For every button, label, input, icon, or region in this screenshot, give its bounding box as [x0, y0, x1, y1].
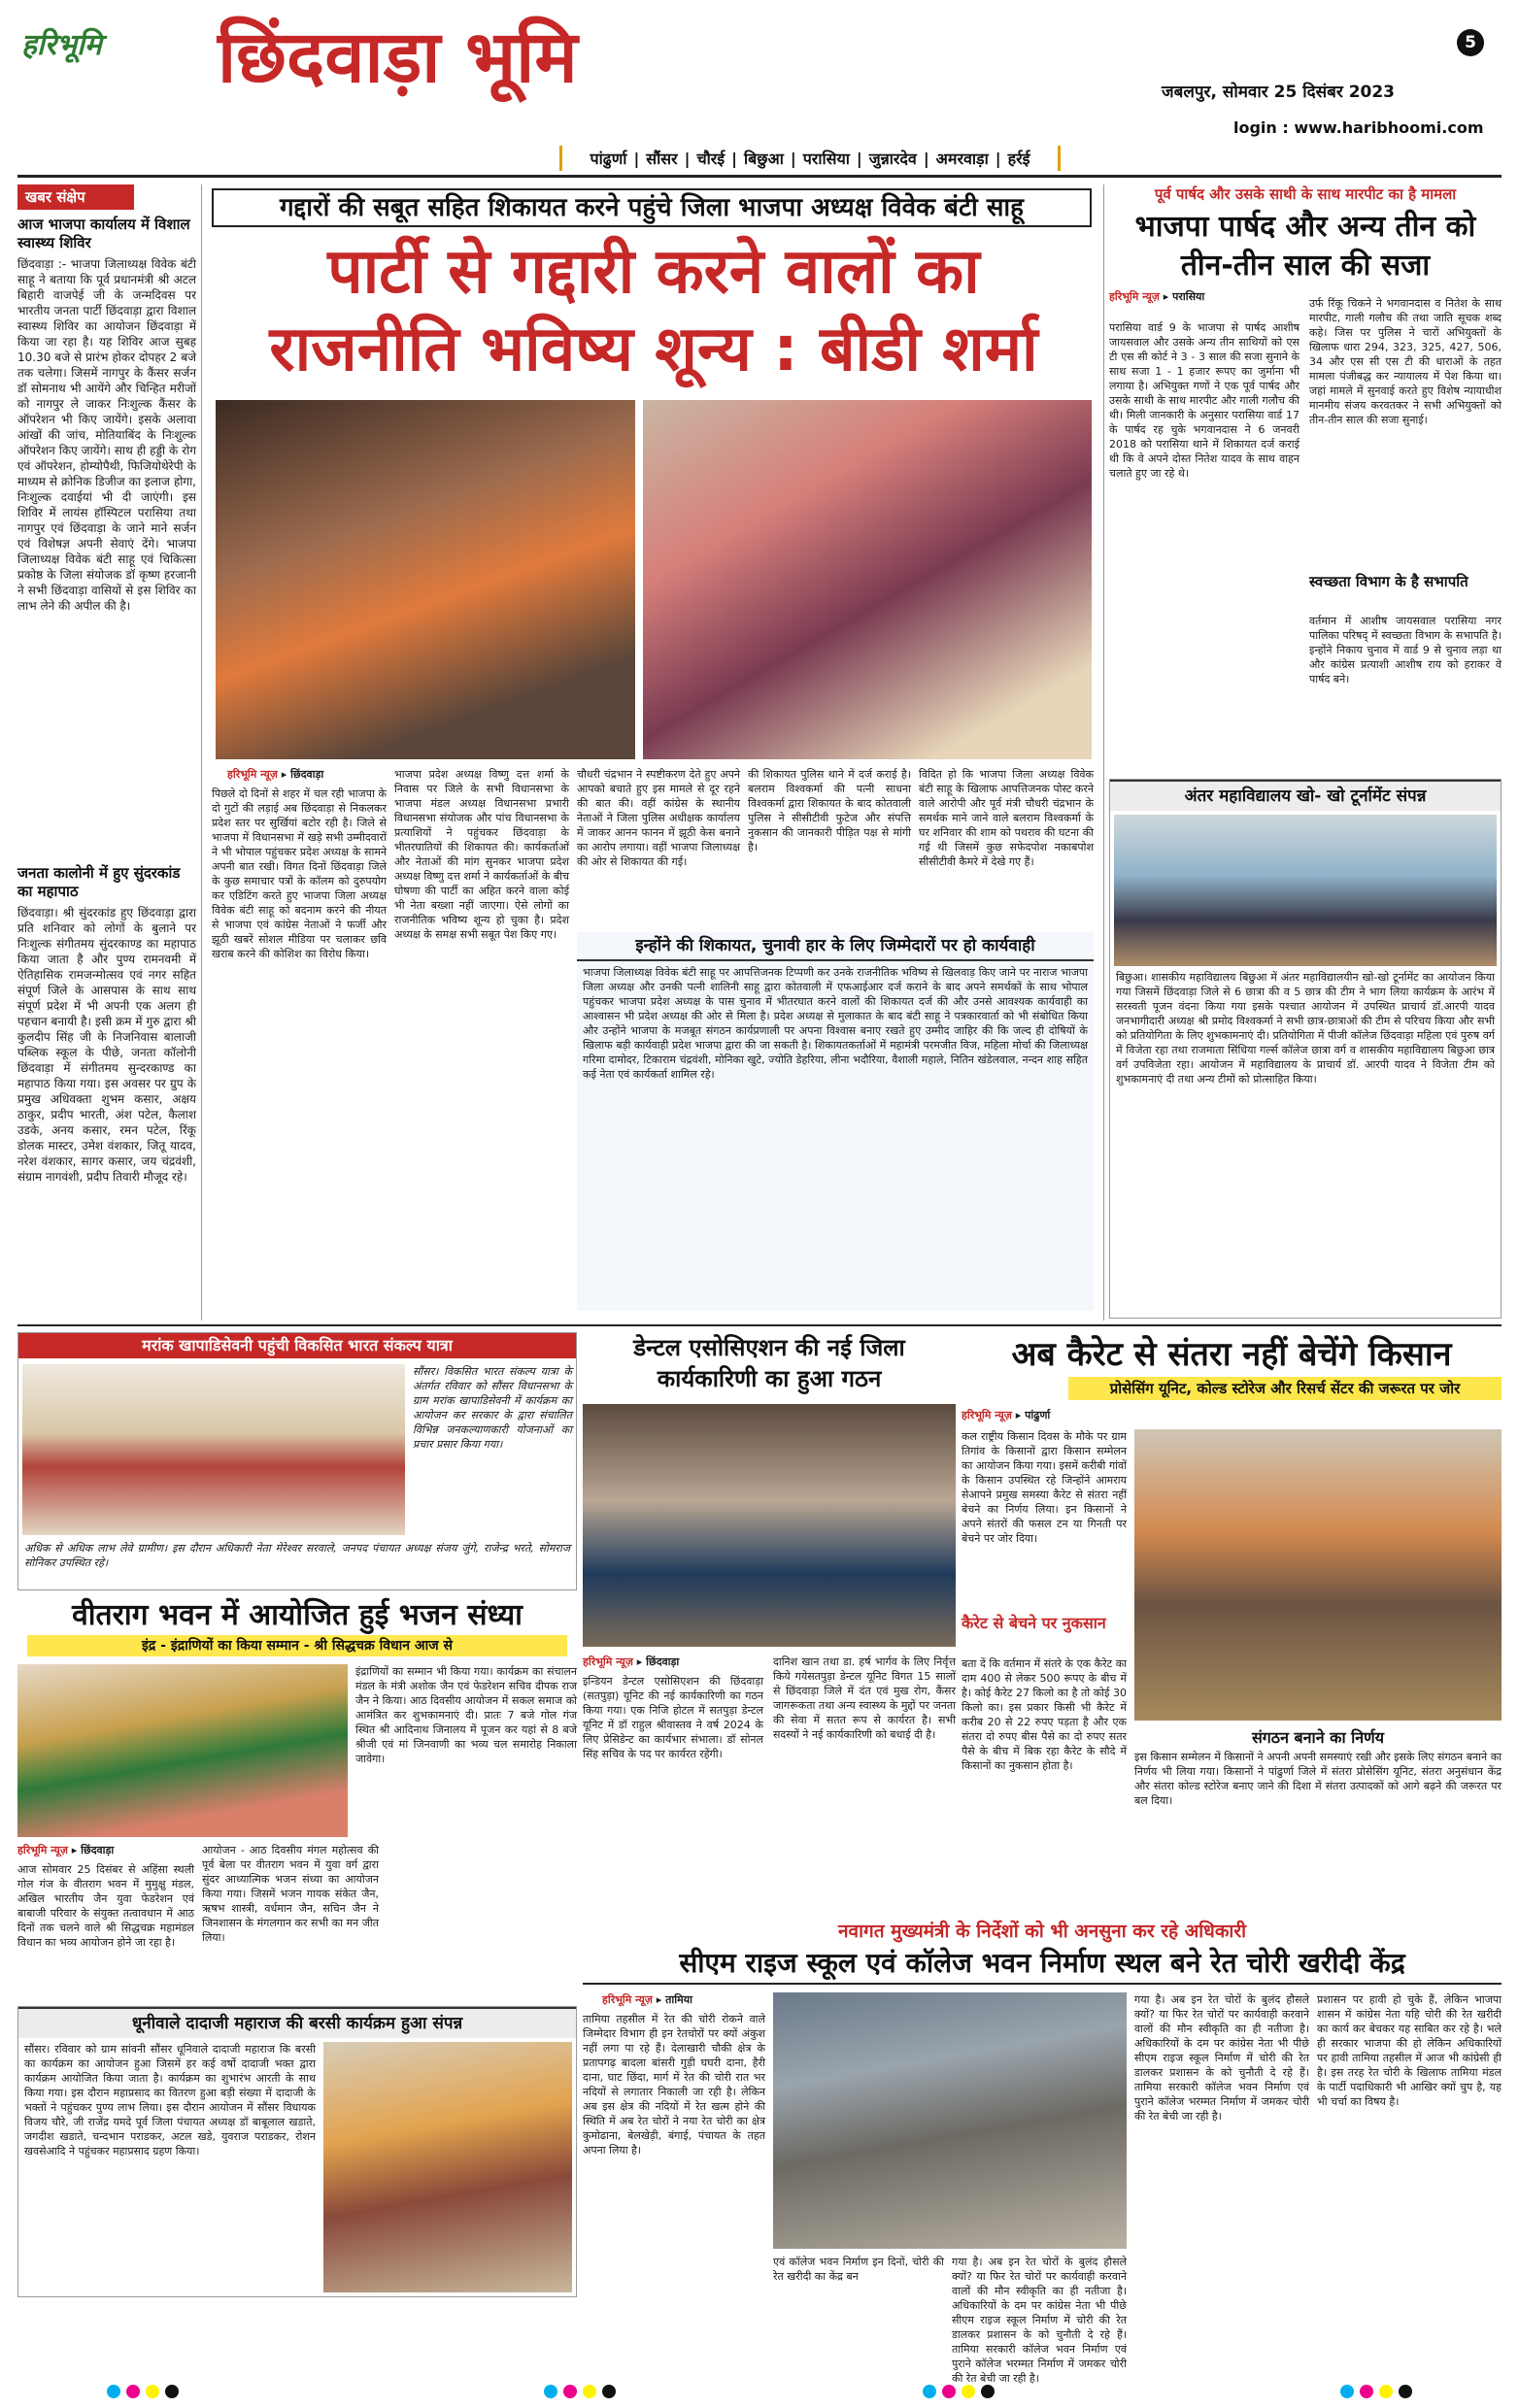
- lead-subheadline: इन्होंने की शिकायत, चुनावी हार के लिए जिम्मेदारों पर हो कार्यवाही: [577, 932, 1094, 961]
- dadaji-body: सौंसर। रविवार को ग्राम सांवनी सौंसर धूनिवाले दादाजी महाराज कि बरसी का कार्यक्रम का आयोजन हुआ जिसमें हर कई वर्षो दादाजी भक्त द्वारा कार्यक्रम आयोजित किया जाता है। कार्यक्रम का शुभारंभ आरती के साथ किया गया। इस दौरान महाप्रसाद का वितरण हुआ बड़ी संख्या में दादाजी के भक्तों ने पहुंचकर पुण्य लाभ लिया। इस दौरान आयोजन में सौंसर विधायक विजय चौरे, जी राजेंद्र यमदे पूर्व जिला पंचायत अध्यक्ष डॉ बाबूलाल खडाते, जगदीश खडाते, चन्दभान पराडकर, अटल खडे, युवराज पराडकर, रोशन खवसेआदि ने पहुंचकर महाप्रसाद ग्रहण किया।: [24, 2043, 316, 2157]
- byline-place: पांढुर्णा: [1025, 1409, 1051, 1421]
- sand-byline: हरिभूमि न्यूज़ ▸ तामिया: [602, 1993, 692, 2006]
- page-number: 5: [1457, 29, 1484, 56]
- lead-photo-felicitation: [643, 400, 1092, 759]
- bhajan-photo: [17, 1664, 348, 1837]
- sentence-col-1: परासिया वार्ड 9 के भाजपा से पार्षद आशीष जायसवाल और उसके अन्य तीन साथियों को एस टी एस सी कोर्ट ने 3 - 3 साल की सजा सुनाने के साथ सजा 1 - 1 हजार रूपए का जुर्माना भी लगाया है। अभियुक्त गणों ने एक पूर्व पार्षद और उसके साथी के साथ मारपीट और गाली गलौच की थी। मिली जानकारी के अनुसार परासिया वार्ड 17 के पार्षद रह चुके भगवानदास ने 6 जनवरी 2018 को परासिया थाने में शिकायत दर्ज कराई थी कि वे अपने दोस्त नितेश यादव के साथ वाहन चलाते हुए जा रहे थे।: [1109, 321, 1300, 480]
- lead-sub-body: भाजपा जिलाध्यक्ष विवेक बंटी साहू पर आपत्तिजनक टिप्पणी कर उनके राजनीतिक भविष्य से खिलवाड़ किए जाने पर नाराज भाजपा जिला अध्यक्ष और उनकी पत्नी शालिनी साहू द्वारा कोतवाली में एफआईआर दर्ज कराने के बाद अपने समर्थकों के साथ भोपाल पहुंचकर भाजपा प्रदेश अध्यक्ष के पास चुनाव में भीतरघात करने वालों की शिकायत दर्ज की और उनसे आवश्यक कार्यवाही का आश्वासन भी प्रदेश अध्यक्ष की ओर से मिला है। प्रदेश अध्यक्ष से मुलाकात के बाद बंटी साहू ने पत्रकारवार्ता को भी संबोधित किया और उन्होंने भाजपा के मजबूत संगठन कार्यप्रणाली पर अपना विश्वास बनाए रखते हुए उम्मीद जाहिर की कि जल्द ही दोषियों के खिलाफ बड़ी कार्यवाही प्रदेश भाजपा द्वारा की जा सकती है। शिकायतकर्ताओं में महामंत्री परमजीत विज, महिला मोर्चा की जिलाध्यक्ष गरिमा दामोदर, टिकाराम चंद्रवंशी, मोनिका खुटे, ज्योति डेहरिया, लीना भदौरिया, वैशाली महाले, नितिन खंडेलवाल, नन्दन शाह सहित कई नेता एवं कार्यकर्ता शामिल रहे।: [583, 966, 1088, 1081]
- sankalp-headline: मरांक खापाडिसेवनी पहुंची विकसित भारत संकल्प यात्रा: [18, 1333, 576, 1358]
- town-label: चौरई: [696, 150, 726, 168]
- bhajan-story: [17, 1596, 577, 2000]
- sentence-story: [1109, 184, 1502, 767]
- kho-kho-story: [1109, 779, 1502, 1319]
- kho-kho-headline: अंतर महाविद्यालय खो- खो टूर्नामेंट संपन्न: [1110, 780, 1501, 811]
- kisan-col-1: कल राष्ट्रीय किसान दिवस के मौके पर ग्राम तिगांव के किसानों द्वारा किसान सम्मेलन का आयोजन किया गया। इसमें करीबी गांवों के किसान उपस्थित रहे जिन्होंने आमराय सेआपने प्रमुख समस्या कैरेट से संतरा नहीं बेचने का निर्णय लिया। इन किसानों ने अपने संतरों की फसल टन या गिनती पर बेचने पर जोर दिया।: [962, 1430, 1127, 1545]
- registration-dot-yellow: [583, 2385, 596, 2398]
- kho-kho-photo: [1114, 815, 1497, 966]
- town-label: सौंसर: [646, 150, 678, 168]
- dental-photo: [583, 1404, 956, 1647]
- sankalp-photo: [22, 1364, 405, 1535]
- kisan-sub-body: बता दें कि वर्तमान में संतरे के एक कैरेट का दाम 400 से लेकर 500 रूपए के बीच में है। कोई कैरेट 27 किलो का है तो कोई 30 किलो का। इस प्रकार किसी भी कैरेट में करीब 20 से 22 रुपए पड़ता है और एक संतरा दो रुपए बीस पैसे का दो रुपए सतर पैसे के बीच में बिक रहा कैरेट के सौदे में किसानों का नुकसान होता है।: [962, 1657, 1127, 1772]
- town-strip: पांढुर्णा | सौंसर | चौरई | बिछुआ | परासिया | जुन्नारदेव | अमरवाड़ा | हर्रई: [559, 146, 1061, 171]
- byline-source: हरिभूमि न्यूज़: [962, 1409, 1012, 1421]
- sentence-sub-body: वर्तमान में आशीष जायसवाल परासिया नगर पालिका परिषद् में स्वच्छता विभाग के सभापति है। इन्होंने निकाय चुनाव में वार्ड 9 से चुनाव लड़ा था और कांग्रेस प्रत्याशी आशीष राय को हराकर वे पार्षद बने।: [1309, 615, 1502, 686]
- lead-col-1: पिछले दो दिनों से शहर में चल रही भाजपा के दो गुटों की लड़ाई अब छिंदवाड़ा से निकलकर प्रदेश स्तर पर सुर्खियां बटोर रही है। जिले से भाजपा में विधानसभा में खड़े सभी उम्मीदवारों ने भी भोपाल पहुंचकर प्रदेश अध्यक्ष के सामने अपनी बात रखी। विगत दिनों छिंदवाड़ा जिले के कुछ समाचार पत्रों के कॉलम को दुरुपयोग कर एडिटिंग करते हुए भाजपा जिला अध्यक्ष विवेक बंटी साहू को बदनाम करने की नीयत से भाजपा एवं कांग्रेस नेताओं ने फर्जी और झूठी खबरें सोशल मीडिया पर चलाकर छवि खराब करने की कोशिश का विरोध किया।: [212, 787, 387, 960]
- lead-photo-crowd: [216, 400, 635, 759]
- sentence-subheadline: स्वच्छता विभाग के है सभापति: [1309, 573, 1468, 590]
- lead-col-3: चौधरी चंद्रभान ने स्पष्टीकरण देते हुए अपने आपको बचाते हुए इस मामले से दूर रहने की बात की। वहीं कांग्रेस के स्थानीय नेताओं ने जिला पुलिस अधीक्षक कार्यालय में जाकर आनन फानन में झूठी केस बनाने का आरोप लगाया। वहीं भाजपा जिलाध्यक्ष की ओर से शिकायत की गई।: [577, 768, 740, 868]
- column-divider: [201, 184, 202, 1321]
- bhajan-col-1: आज सोमवार 25 दिसंबर से अहिंसा स्थली गोल गंज के वीतराग भवन में मुमुक्षु मंडल, अखिल भारतीय जैन युवा फेडरेशन एवं बाबाजी परिवार के संयुक्त तत्वावधान में आठ दिनों तक चलने वाले श्री सिद्धचक्र महामंडल विधान का भव्य आयोजन होने जा रहा है।: [17, 1863, 194, 1949]
- column-divider: [1103, 184, 1104, 1321]
- sand-col-1: तामिया तहसील में रेत की चोरी रोकने वाले जिम्मेदार विभाग ही इन रेतचोरों पर क्यों अंकुश नहीं लगा पा रहे हैं। देलाखारी चौकी क्षेत्र के प्रतापगढ़ बादला बांसरी गुड़ी घघरी दाना, हैरी दाना, घाट छिंदा, मार्ग में रेत की चोरी रात भर नदियों से लगातार निकाली जा रही है। लेकिन अब इस क्षेत्र की नदियों में रेत खत्म होने की स्थिति में अब रेत चोरों ने नया रेत चोरी का क्षेत्र कुमोढाना, बेलखेड़ी, बंगाई, पंचायत के तहत अपना लिया है।: [583, 2013, 765, 2157]
- dadaji-headline: धूनीवाले दादाजी महाराज की बरसी कार्यक्रम हुआ संपन्न: [18, 2007, 576, 2038]
- byline-place: तामिया: [665, 1993, 692, 2006]
- lead-subsection: [577, 932, 1094, 1311]
- sand-photo: [773, 1992, 1127, 2249]
- news-brief-column: [17, 184, 196, 1321]
- byline-source: हरिभूमि न्यूज़: [1109, 290, 1160, 303]
- kisan-subheadline: कैरेट से बेचने पर नुकसान: [962, 1614, 1106, 1632]
- section-rule: [17, 1324, 1502, 1326]
- sankalp-caption: अधिक से अधिक लाभ लेवे ग्रामीण। इस दौरान अधिकारी नेता मेरेश्वर सरवाले, जनपद पंचायत अध्यक्ष संजय जुंगे, राजेन्द्र भरते, सोमराज सोनिकर उपस्थित रहे।: [24, 1542, 570, 1569]
- brief-tag: खबर संक्षेप: [17, 184, 134, 210]
- byline-source: हरिभूमि न्यूज़: [602, 1993, 653, 2006]
- lead-story: [208, 184, 1099, 1321]
- registration-dot-yellow: [962, 2385, 975, 2398]
- registration-dot-black: [602, 2385, 616, 2398]
- bhajan-deck: इंद्र - इंद्राणियों का किया सम्मान - श्री सिद्धचक्र विधान आज से: [27, 1635, 567, 1656]
- registration-dot-magenta: [126, 2385, 140, 2398]
- kisan-caption-head: संगठन बनाने का निर्णय: [1251, 1728, 1385, 1747]
- website-link[interactable]: login : www.haribhoomi.com: [1233, 118, 1484, 137]
- lead-kicker: गद्दारों की सबूत सहित शिकायत करने पहुंचे जिला भाजपा अध्यक्ष विवेक बंटी साहू: [212, 188, 1092, 227]
- bhajan-headline: वीतराग भवन में आयोजित हुई भजन संध्या: [72, 1598, 523, 1632]
- town-label: परासिया: [802, 150, 850, 168]
- lead-headline-2: राजनीति भविष्य शून्य : बीडी शर्मा: [269, 314, 1038, 385]
- sand-col-2: गया है। अब इन रेत चोरों के बुलंद हौसले क्यों? या फिर रेत चोरों पर कार्यवाही करवाने वालों की मौन स्वीकृति का ही नतीजा है। अधिकारियों के दम पर कांग्रेस नेता भी पीछे सीएम राइज स्कूल निर्माण में चोरी की रेत डालकर प्रशासन के को चुनौती दे रहे हैं। तामिया सरकारी कॉलेज भवन निर्माण एवं पुराने कॉलेज भरम्मत निर्माण में जमकर चोरी की रेत बेची जा रही है।: [952, 2256, 1127, 2385]
- color-registration-bar: [0, 2377, 1519, 2406]
- lead-col-4: की शिकायत पुलिस थाने में दर्ज कराई है। बलराम विश्वकर्मा की पत्नी साधना विश्वकर्मा द्वारा शिकायत के बाद कोतवाली पुलिस ने सीसीटीवी फुटेज और संपत्ति नुकसान की जानकारी पीड़ित पक्ष से मांगी है।: [748, 768, 911, 853]
- brief-headline-1: आज भाजपा कार्यालय में विशाल स्वास्थ्य शिविर: [17, 216, 190, 251]
- sand-photo-caption: एवं कॉलेज भवन निर्माण इन दिनों, चोरी की रेत खरीदी का केंद्र बन: [773, 2256, 944, 2283]
- lead-byline: हरिभूमि न्यूज़ ▸ छिंदवाड़ा: [227, 768, 324, 781]
- sankalp-side-text: सौंसर। विकसित भारत संकल्प यात्रा के अंतर्गत रविवार को सौंसर विधानसभा के ग्राम मरांक खापाडिसेवनी में कार्यक्रम का आयोजन कर सरकार के द्वारा संचालित विभिन्न जनकल्याणकारी योजनाओं का प्रचार प्रसार किया गया।: [413, 1365, 572, 1451]
- lead-col-2: भाजपा प्रदेश अध्यक्ष विष्णु दत्त शर्मा के निवास पर जिले के सभी विधानसभा के भाजपा मंडल अध्यक्ष विधानसभा प्रभारी विधानसभा संयोजक और पांच विधानसभा के प्रत्याशियों ने पहुंचकर छिंदवाड़ा के भीतरघातियों की शिकायत की। कार्यकर्ताओं और नेताओं की मांग सुनकर भाजपा प्रदेश अध्यक्ष विष्णु दत्त शर्मा ने कार्यकर्ताओं के बीच घोषणा की पार्टी का अहित करने वाला कोई भी नेता बख्शा नहीं जाएगा। ऐसे लोगों का राजनीतिक भविष्य शून्य हो चुका है। प्रदेश अध्यक्ष के समक्ष सभी सबूत पेश किए गए।: [394, 768, 569, 941]
- sand-col-3: प्रशासन पर हावी हो चुके हैं, लेकिन भाजपा शासन में कांग्रेस नेता यहि चोरी की रेत खरीदी का कार्य कर बेचकर यह साबित कर रहे है। भले ही सरकार भाजपा की हो लेकिन अधिकारियों पर हावी तामिया तहसील में आज भी कांग्रेसी ही है। इस तरह रेत चोरी के खिलाफ तामिया मंडल के पार्टी पदाधिकारी भी आखिर क्यों चुप है, यह भी चर्चा का विषय है।: [1317, 1993, 1502, 2108]
- lead-col-5: विदित हो कि भाजपा जिला अध्यक्ष विवेक बंटी साहू के खिलाफ आपत्तिजनक पोस्ट करने वाले आरोपी और पूर्व मंत्री चौधरी चंद्रभान के समर्थक माने जाने वाले बलराम विश्वकर्मा के घर शनिवार की शाम को पथराव की घटना की गई थी जिसमें कुछ सफेदपोश नकाबपोश सीसीटीवी कैमरे में देखे गए हैं।: [919, 768, 1094, 868]
- dadaji-photo: [323, 2042, 572, 2292]
- byline-place: परासिया: [1172, 290, 1205, 303]
- byline-source: हरिभूमि न्यूज़: [583, 1656, 633, 1668]
- sand-theft-story: [583, 1919, 1502, 2385]
- sentence-byline: हरिभूमि न्यूज़ ▸ परासिया: [1109, 290, 1205, 303]
- dental-headline: डेन्टल एसोसिएशन की नई जिला कार्यकारिणी का हुआ गठन: [633, 1334, 905, 1392]
- registration-dot-yellow: [1379, 2385, 1393, 2398]
- kisan-photo: [1134, 1429, 1502, 1721]
- byline-place: छिंदवाड़ा: [81, 1844, 115, 1856]
- kisan-story: [962, 1332, 1502, 1915]
- masthead-rule: [17, 175, 1502, 178]
- kisan-byline: हरिभूमि न्यूज़ ▸ पांढुर्णा: [962, 1409, 1051, 1421]
- registration-dot-black: [981, 2385, 995, 2398]
- sand-headline: सीएम राइज स्कूल एवं कॉलेज भवन निर्माण स्थल बने रेत चोरी खरीदी केंद्र: [583, 1944, 1502, 1985]
- sentence-headline: भाजपा पार्षद और अन्य तीन को तीन-तीन साल की सजा: [1134, 210, 1476, 283]
- bhajan-col-3: इंद्राणियों का सम्मान भी किया गया। कार्यक्रम का संचालन मंडल के मंत्री अशोक जैन एवं फेडरेशन सचिव दीपक राज जैन ने किया। आठ दिवसीय आयोजन में सकल समाज को आमंत्रित कर शुभकामनाएं दी। प्रातः 7 बजे गोल गंज स्थित श्री आदिनाथ जिनालय में पूजन कर यहां से 8 बजे श्रीजी एवं मां जिनवाणी का भव्य चल समारोह निकाला जावेगा।: [355, 1665, 577, 1765]
- sentence-kicker: पूर्व पार्षद और उसके साथी के साथ मारपीट का है मामला: [1154, 185, 1457, 203]
- registration-dot-cyan: [544, 2385, 557, 2398]
- byline-source: हरिभूमि न्यूज़: [17, 1844, 68, 1856]
- registration-dot-black: [1399, 2385, 1412, 2398]
- lead-headline-1: पार्टी से गद्दारी करने वालों का: [327, 236, 980, 308]
- town-label: पांढुर्णा: [590, 150, 627, 168]
- registration-dot-yellow: [146, 2385, 159, 2398]
- town-label: जुन्नारदेव: [868, 150, 917, 168]
- registration-dot-cyan: [1340, 2385, 1354, 2398]
- registration-dot-magenta: [942, 2385, 956, 2398]
- town-label: बिछुआ: [744, 150, 784, 168]
- byline-place: छिंदवाड़ा: [290, 768, 324, 781]
- sand-kicker: नवागत मुख्यमंत्री के निर्देशों को भी अनसुना कर रहे अधिकारी: [837, 1921, 1247, 1942]
- sankalp-story: [17, 1332, 577, 1590]
- dateline: जबलपुर, सोमवार 25 दिसंबर 2023: [1162, 83, 1396, 102]
- bhajan-col-2: आयोजन - आठ दिवसीय मंगल महोत्सव की पूर्व बेला पर वीतराग भवन में युवा वर्ग द्वारा सुंदर आध्यात्मिक भजन संध्या का आयोजन किया गया। जिसमें भजन गायक संकेत जैन, ऋषभ शास्त्री, वर्धमान जैन, सचिन जैन ने जिनशासन के मंगलगान कर सभी का मन जीत लिया।: [202, 1844, 379, 1944]
- dental-col-1: इन्डियन डेन्टल एसोसिएशन की छिंदवाड़ा (सतपुड़ा) यूनिट की नई कार्यकारिणी का गठन किया गया। एक निजि होटल में सतपुड़ा डेन्टल यूनिट में डॉ राहुल श्रीवास्तव ने वर्ष 2024 के लिए प्रेसिडेन्ट का कार्यभार संभाला। डॉ सोनल सिंह सचिव के पद पर कार्यरत रहेंगी।: [583, 1675, 763, 1760]
- registration-dot-magenta: [1360, 2385, 1373, 2398]
- bhajan-byline: हरिभूमि न्यूज़ ▸ छिंदवाड़ा: [17, 1844, 115, 1856]
- kisan-caption-body: इस किसान सम्मेलन में किसानों ने अपनी अपनी समस्याएं रखी और इसके लिए संगठन बनाने का निर्णय भी लिया गया। किसानों ने पांढुर्णा जिले में संतरा प्रोसेसिंग यूनिट, संतरा अनुसंधान केंद्र और संतरा कोल्ड स्टोरेज बनाए जाने की दिशा में संतरा उत्पादकों को आगे बढ़ने की जरूरत पर बल दिया।: [1134, 1751, 1502, 1807]
- kisan-headline: अब कैरेट से संतरा नहीं बेचेंगे किसान: [1011, 1335, 1452, 1374]
- byline-source: हरिभूमि न्यूज़: [227, 768, 278, 781]
- dadaji-story: [17, 2006, 577, 2297]
- town-label: हर्रई: [1007, 150, 1030, 168]
- brief-body-1: छिंदवाड़ा :- भाजपा जिलाध्यक्ष विवेक बंटी साहू ने बताया कि पूर्व प्रधानमंत्री श्री अटल बिहारी वाजपेई जी के जन्मदिवस पर भारतीय जनता पार्टी छिंदवाड़ा द्वारा विशाल स्वास्थ्य शिविर का आयोजन छिंदवाड़ा में किया जा रहा है। यह शिविर आज सुबह 10.30 बजे से प्रारंभ होकर दोपहर 2 बजे तक चलेगा। जिसमें नागपुर के कैंसर सर्जन डॉ सोमनाथ भी आयेंगे और चिन्हित मरीजों को नागपुर ले जाकर निःशुल्क कैंसर के ऑपरेशन भी किए जायेंगे। इसके अलावा आंखों की जांच, मोतियाबिंद के निःशुल्क ऑपरेशन किए जायेंगे। साथ ही हड्डी के रोग एवं ऑपरेशन, होम्योपैथी, फिजियोथेरेपी के माध्यम से क्रोनिक डिजीज का इलाज होगा, निःशुल्क दवाईयां भी दी जाएंगी। इस शिविर में लायंस हॉस्पिटल परासिया तथा नागपुर एवं छिंदवाड़ा के जाने माने सर्जन एवं विशेषज्ञ अपनी सेवाएं देंगे। भाजपा जिलाध्यक्ष विवेक बंटी साहू एवं चिकित्सा प्रकोष्ठ के जिला संयोजक डॉ कृष्ण हरजानी ने सभी छिंदवाड़ा वासियों से इस शिविर का लाभ लेने की अपील की है।: [17, 257, 196, 613]
- masthead: [0, 0, 1519, 144]
- page-title: छिंदवाड़ा भूमि: [218, 16, 578, 99]
- brief-body-2: छिंदवाड़ा। श्री सुंदरकांड हुए छिंदवाड़ा द्वारा प्रति शनिवार को लोगों के बुलाने पर निःशुल्क संगीतमय सुंदरकाण्ड का महापाठ किया जाता है और पुण्य रामनवमी में ऐतिहासिक रामजन्मोत्सव एवं नगर सहित संपूर्ण जिले के आसपास के साथ साथ संपूर्ण प्रदेश में भी अपनी एक अलग ही पहचान बनायी है। इसी क्रम में गुरु द्वारा श्री कुलदीप सिंह जी के निजनिवास बालाजी पब्लिक स्कूल के पीछे, जनता कॉलोनी छिंदवाड़ा में संगीतमय सुन्दरकाण्ड का महापाठ किया गया। इस अवसर पर ग्रुप के प्रमुख अधिवक्ता शुभम कसार, अक्षय ठाकुर, प्रदीप भारती, अंश पटेल, कैलाश उडके, अनय कसार, रमन पटेल, रिंकू डोलक मास्टर, उमेश वंशकार, जितू यादव, नरेश वंशकार, सागर कसार, जय चंद्रवंशी, संग्राम नागवंशी, प्रदीप तिवारी मौजूद रहे।: [17, 906, 196, 1184]
- registration-dot-cyan: [107, 2385, 120, 2398]
- kho-kho-body: बिछुआ। शासकीय महाविद्यालय बिछुआ में अंतर महाविद्यालयीन खो-खो टूर्नामेंट का आयोजन किया गया जिसमें छिंदवाड़ा जिले से 6 छात्रा की व 5 छात्र की टीम ने भाग लिया कार्यक्रम के आरंभ में सरस्वती पूजन वंदना किया गया इसके पश्चात आयोजन में उपस्थित प्राचार्य डॉ.आरपी यादव जनभागीदारी अध्यक्ष श्री प्रमोद विश्वकर्मा ने सभी छात्र-छात्राओं की टीम से परिचय किया और सभी को प्रतियोगिता के लिए शुभकामनाएं दी। प्रतियोगिता में पीजी कॉलेज छिंदवाड़ा महिला एवं पुरुष वर्ग में विजेता रहा तथा राजमाता सिंधिया गर्ल्स कॉलेज छात्रा वर्ग व शासकीय महाविद्यालय बिछुआ छात्र वर्ग उपविजेता रहा। आयोजन में महाविद्यालय के प्राचार्य डॉ. आरपी यादव ने विजेता टीम को शुभकामनाएं दी तथा अन्य टीमों को प्रोत्साहित किया।: [1116, 971, 1495, 1086]
- byline-place: छिंदवाड़ा: [646, 1656, 680, 1668]
- sentence-col-2: उर्फ रिंकू चिकने ने भगवानदास व नितेश के साथ मारपीट, गाली गलौच की तथा जाति सूचक शब्द कहे। जिस पर पुलिस ने चारों अभियुक्तों के खिलाफ धारा 294, 323, 325, 427, 506, 34 और एस सी एस टी की धाराओं के तहत मामला पंजीबद्ध कर न्यायालय में पेश किया था। जहां मामले में सुनवाई करते हुए विशेष न्यायाधीश मानमीय संजय करवतकर ने सभी अभियुक्तों को तीन-तीन साल की सजा सुनाई।: [1309, 297, 1502, 426]
- dental-byline: हरिभूमि न्यूज़ ▸ छिंदवाड़ा: [583, 1656, 680, 1668]
- sand-col-2b: गया है। अब इन रेत चोरों के बुलंद हौसले क्यों? या फिर रेत चोरों पर कार्यवाही करवाने वालों की मौन स्वीकृति का ही नतीजा है। अधिकारियों के दम पर कांग्रेस नेता भी पीछे सीएम राइज स्कूल निर्माण में चोरी की रेत डालकर प्रशासन के को चुनौती दे रहे हैं। तामिया सरकारी कॉलेज भवन निर्माण एवं पुराने कॉलेज भरम्मत निर्माण में जमकर चोरी की रेत बेची जा रही है।: [1134, 1993, 1309, 2123]
- brief-headline-2: जनता कालोनी में हुए सुंदरकांड का महापाठ: [17, 864, 181, 900]
- registration-dot-cyan: [923, 2385, 936, 2398]
- registration-dot-black: [165, 2385, 179, 2398]
- registration-dot-magenta: [563, 2385, 577, 2398]
- town-label: अमरवाड़ा: [935, 150, 989, 168]
- kisan-deck: प्रोसेसिंग यूनिट, कोल्ड स्टोरेज और रिसर्च सेंटर की जरूरत पर जोर: [1068, 1377, 1502, 1400]
- dental-col-2: दानिश खान तथा डा. हर्ष भार्गव के लिए निर्वृत्त किये गयेसतपुड़ा डेन्टल यूनिट विगत 15 सालों से छिंदवाड़ा जिले में दंत एवं मुख रोग, कैंसर जागरूकता तथा अन्य स्वास्थ्य के मुद्दों पर जनता की सेवा में सतत रूप से कार्यरत है। सभी सदस्यों ने नई कार्यकारिणी को बधाई दी है।: [773, 1656, 956, 1741]
- brand-logo: हरिभूमि: [21, 28, 102, 62]
- dental-story: [583, 1332, 956, 1905]
